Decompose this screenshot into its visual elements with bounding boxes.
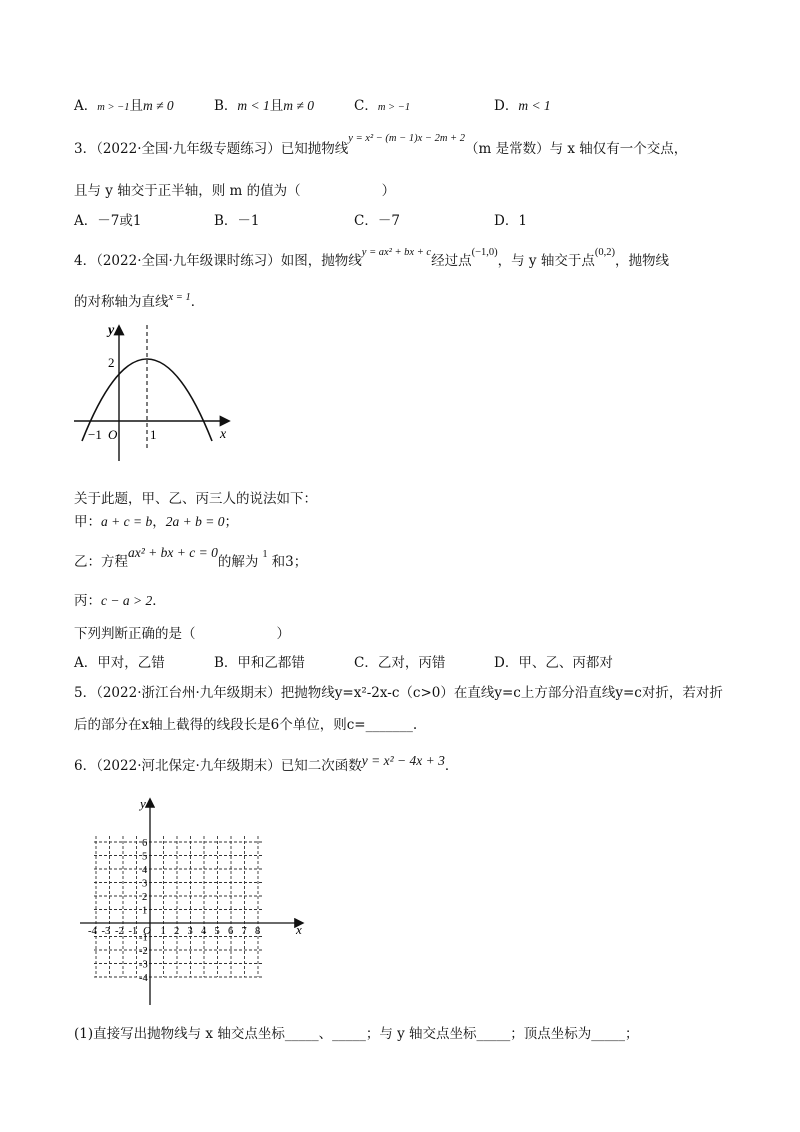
q4-tick-1: 1 — [150, 427, 157, 442]
q4-x-label: x — [220, 427, 227, 442]
q6-x-tick-label: -4 — [88, 926, 97, 937]
q6-y-tick-label: 3 — [142, 878, 148, 890]
q4-point-1: (−1,0) — [471, 247, 498, 258]
q5-stem-line2: 后的部分在x轴上截得的线段长是6个单位，则c=_______. — [74, 717, 418, 733]
q3-option-b: B．－1 — [214, 213, 260, 229]
q4-tick-minus1: −1 — [88, 427, 102, 442]
q3-option-a: A．－7或1 — [74, 213, 142, 229]
q3-option-d: D．1 — [494, 213, 527, 229]
q2-option-b: B．m < 1且m ≠ 0 — [214, 98, 314, 114]
q6-y-tick-label: -2 — [139, 946, 148, 957]
q4-tick-2: 2 — [108, 355, 115, 370]
q4-statement-bing: 丙：c − a > 2． — [74, 593, 166, 609]
q6-x-tick-label: 6 — [228, 926, 234, 937]
q6-stem: 6．（2022·河北保定·九年级期末）已知二次函数y = x² − 4x + 3． — [74, 753, 459, 774]
q4-option-c: C．乙对，丙错 — [354, 655, 446, 671]
q6-y-tick-label: 6 — [142, 838, 148, 849]
q6-y-tick-label: -4 — [139, 973, 148, 984]
q4-option-b: B．甲和乙都错 — [214, 655, 305, 671]
q4-parabola-figure — [70, 315, 240, 465]
q6-x-tick-label: 1 — [160, 926, 166, 937]
q4-stem: 4．（2022·全国·九年级课时练习）如图，抛物线$^{y = ax^2 + bx + c}$经过点$^{(-1,0)}$，与 y 轴交于点$^{(0,2)}$，抛物线 — [74, 247, 669, 269]
q6-y-label: y — [140, 796, 146, 811]
q4-statement-yi: 乙：方程ax² + bx + c = 0的解为 $^1$ 和3； — [74, 545, 308, 570]
q2-option-c: C．m > −1 — [354, 98, 411, 114]
q6-y-tick-label: 5 — [142, 851, 148, 863]
q6-x-label: x — [296, 922, 302, 937]
q6-x-tick-label: 3 — [187, 926, 193, 937]
q6-y-tick-label: -3 — [139, 959, 148, 971]
q6-y-tick-label: -1 — [139, 932, 148, 944]
q3-stem-line2: 且与 y 轴交于正半轴，则 m 的值为（ ） — [74, 183, 396, 199]
q3-formula: y = x² − (m − 1)x − 2m + 2 — [348, 133, 465, 144]
q6-x-tick-label: 2 — [174, 926, 180, 937]
q4-question: 下列判断正确的是（ ） — [74, 626, 290, 642]
q6-x-tick-label: -3 — [101, 926, 111, 937]
q6-x-tick-label: 5 — [214, 926, 220, 937]
q4-stem-line2: 的对称轴为直线$^{x = 1}$． — [74, 292, 205, 310]
q6-y-tick-label: 1 — [142, 905, 148, 917]
q2-option-d: D．m < 1 — [494, 98, 551, 114]
q4-point-2: (0,2) — [594, 247, 615, 258]
q6-origin: O — [143, 925, 151, 937]
q2-option-a: A．m > −1且m ≠ 0 — [74, 98, 174, 114]
q6-y-tick-label: 4 — [142, 865, 148, 876]
q4-intro: 关于此题，甲、乙、丙三人的说法如下： — [74, 491, 317, 507]
q4-statement-jia: 甲：a + c = b，2a + b = 0； — [74, 514, 238, 530]
q6-x-tick-label: 4 — [201, 926, 207, 937]
q6-formula: y = x² − 4x + 3 — [361, 753, 445, 768]
q5-stem-line1: 5．（2022·浙江台州·九年级期末）把抛物线y=x²-2x-c（c>0）在直线y=c上方部分沿直线y=c对折，若对折 — [74, 685, 723, 701]
q4-option-d: D．甲、乙、丙都对 — [494, 655, 613, 671]
q4-option-a: A．甲对，乙错 — [74, 655, 165, 671]
q6-coordinate-grid — [70, 790, 320, 1010]
q6-x-tick-label: -2 — [115, 926, 124, 937]
q6-x-tick-label: 8 — [255, 926, 261, 937]
q6-x-tick-label: 7 — [241, 926, 247, 937]
q3-option-c: C．－7 — [354, 213, 400, 229]
q6-x-tick-label: -1 — [128, 926, 138, 937]
q4-formula: y = ax² + bx + c — [361, 247, 432, 258]
q3-stem: 3．（2022·全国·九年级专题练习）已知抛物线$^{y = x^2 - (m - 1)x - 2m + 2}$（m 是常数）与 x 轴仅有一个交点， — [74, 133, 688, 157]
q4-y-label: y — [108, 323, 115, 338]
q4-origin: O — [108, 427, 118, 442]
q6-sub1: (1)直接写出抛物线与 x 轴交点坐标_____、_____；与 y 轴交点坐标_____；顶点坐标为_____； — [74, 1026, 639, 1042]
q6-y-tick-label: 2 — [142, 892, 148, 903]
